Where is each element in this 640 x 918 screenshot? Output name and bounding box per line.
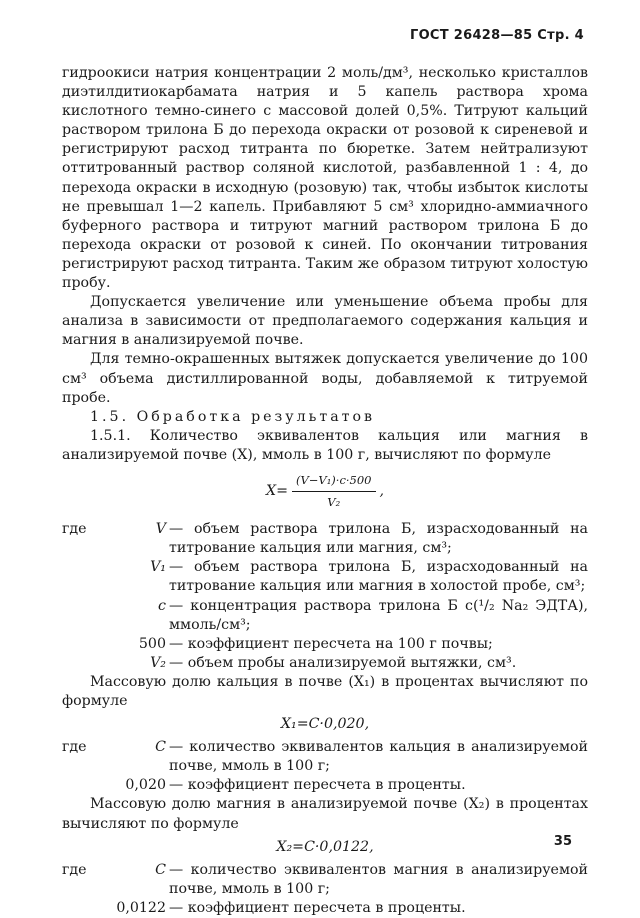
definition-row [62,776,588,795]
formula-x-numerator: (V−V₁)·c·500 [292,471,376,492]
definition-desc: — объем раствора трилона Б, израсходованный на титрование кальция или магния в холостой пробе, см³; [169,559,588,595]
definition-prefix: где [62,861,87,878]
definition-row [62,654,588,673]
definition-row [62,558,588,596]
paragraph-formula-intro: 1.5.1. Количество эквивалентов кальция или магния в анализируемой почве (X), ммоль в 100 г, вычисляют по формуле [62,427,588,463]
definition-symbol: C [155,861,166,878]
definition-prefix [62,776,102,795]
definition-row [62,520,588,558]
definition-row [62,861,588,899]
formula-x1: X₁=C·0,020, [280,716,370,733]
definition-symbol: 0,0122 [116,899,166,916]
definition-prefix [62,635,102,654]
formula-x-fraction [292,471,376,512]
formula-x-tail: , [379,483,385,500]
definition-prefix [62,558,102,596]
definition-prefix: где [62,521,87,538]
formula-x-denominator: V₂ [327,495,341,510]
definition-row [62,635,588,654]
page-header: ГОСТ 26428—85 Стр. 4 [409,28,584,43]
definition-desc: — коэффициент пересчета в проценты. [169,777,466,794]
definitions-list-3 [62,861,588,918]
paragraph-magnesium-fraction: Массовую долю магния в анализируемой почве (X₂) в процентах вычисляют по формуле [62,796,588,832]
definition-desc: — коэффициент пересчета на 100 г почвы; [169,635,493,652]
definition-row [62,738,588,776]
document-body [62,64,588,918]
paragraph-calcium-fraction: Массовую долю кальция в почве (X₁) в процентах вычисляют по формуле [62,673,588,709]
definition-prefix [62,899,102,918]
definition-desc: — количество эквивалентов магния в анализируемой почве, ммоль в 100 г; [169,861,588,897]
definition-symbol: 0,020 [125,777,166,794]
definition-symbol: 500 [138,635,166,652]
definition-desc: — объем раствора трилона Б, израсходованный на титрование кальция или магния, см³; [169,521,588,557]
formula-x2: X₂=C·0,0122, [276,838,374,855]
formula-x [62,471,588,512]
definition-prefix [62,654,102,673]
definitions-list-1 [62,520,588,673]
definition-desc: — количество эквивалентов кальция в анализируемой почве, ммоль в 100 г; [169,739,588,775]
definition-symbol: V₂ [150,654,166,671]
section-heading: 1.5. Обработка результатов [90,408,376,425]
definition-row [62,899,588,918]
definition-symbol: C [155,739,166,756]
definition-desc: — концентрация раствора трилона Б с(¹/₂ Na₂ ЭДТА), ммоль/см³; [169,597,588,633]
page-number: 35 [553,834,572,849]
definition-desc: — объем пробы анализируемой вытяжки, см³. [169,654,517,671]
definition-prefix [62,597,102,635]
formula-x-lhs: X= [265,483,288,500]
definition-prefix: где [62,739,87,756]
definition-symbol: V₁ [150,559,166,576]
definition-desc: — коэффициент пересчета в проценты. [169,899,466,916]
definition-symbol: V [155,521,166,538]
paragraph-volume-note: Допускается увеличение или уменьшение объема пробы для анализа в зависимости от предполагаемого содержания кальция и магния в анализируемой почве. [62,294,588,349]
paragraph-dark-extracts: Для темно-окрашенных вытяжек допускается увеличение до 100 см³ объема дистиллированной воды, добавляемой к титруемой пробе. [62,351,588,406]
definitions-list-2 [62,738,588,795]
definition-row [62,597,588,635]
definition-symbol: c [158,597,166,614]
paragraph-procedure: гидроокиси натрия концентрации 2 моль/дм³, несколько кристаллов диэтилдитиокарбамата натрия и 5 капель раствора хрома кислотного темно-синего с массовой долей 0,5%. Титруют кальций раствором трилона Б до перехода окраски от розовой к сиреневой и регистрируют расход титранта по бюретке. Затем нейтрализуют оттитрованный раствор соляной кислотой, разбавленной 1 : 4, до перехода окраски в исходную (розовую) так, чтобы избыток кислоты не превышал 1—2 капель. Прибавляют 5 см³ хлоридно-аммиачного буферного раствора и титруют магний раствором трилона Б до перехода окраски от розовой к синей. По окончании титрования регистрируют расход титранта. Таким же образом титруют холостую пробу. [62,65,588,292]
